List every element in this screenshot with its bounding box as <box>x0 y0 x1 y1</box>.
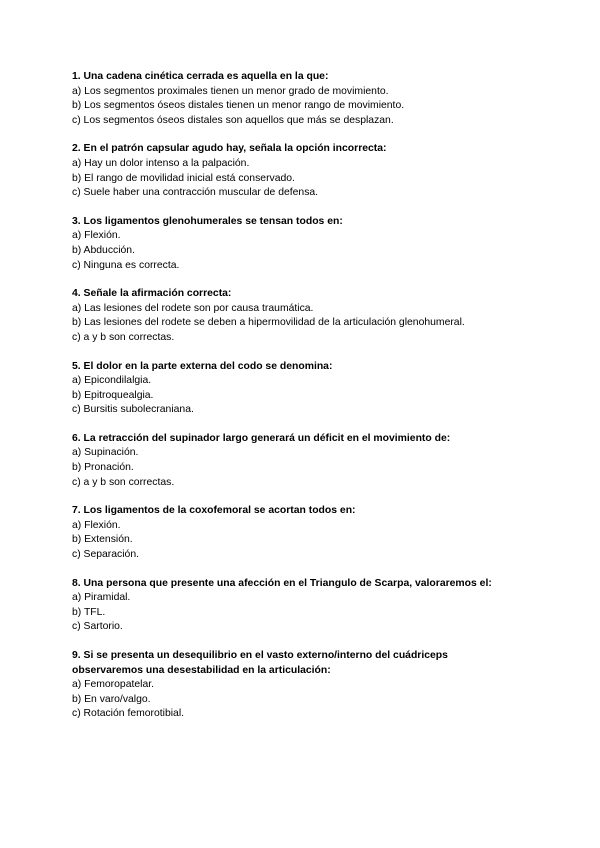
question-title: 4. Señale la afirmación correcta: <box>72 288 232 300</box>
option-c: c) Separación. <box>72 549 139 561</box>
option-b: b) En varo/valgo. <box>72 693 151 705</box>
option-b: b) Extensión. <box>72 534 133 546</box>
option-c: c) Rotación femorotibial. <box>72 708 185 720</box>
option-c: c) Suele haber una contracción muscular de defensa. <box>72 187 319 199</box>
question-title-line-2: observaremos una desestabilidad en la articulación: <box>72 664 331 676</box>
question-2 <box>72 142 542 200</box>
option-a: a) Las lesiones del rodete son por causa traumática. <box>72 302 314 314</box>
option-a: a) Femoropatelar. <box>72 679 155 691</box>
option-b: b) Pronación. <box>72 462 134 474</box>
option-a: a) Supinación. <box>72 447 139 459</box>
question-title: 2. En el patrón capsular agudo hay, señala la opción incorrecta: <box>72 143 387 155</box>
option-b: b) Los segmentos óseos distales tienen un menor rango de movimiento. <box>72 100 405 112</box>
option-a: a) Los segmentos proximales tienen un menor grado de movimiento. <box>72 85 389 97</box>
question-9 <box>72 649 542 722</box>
option-b: b) Epitroquealgia. <box>72 389 154 401</box>
question-title: 8. Una persona que presente una afección en el Triangulo de Scarpa, valoraremos el: <box>72 577 492 589</box>
question-7 <box>72 504 542 562</box>
question-8 <box>72 577 542 635</box>
option-a: a) Hay un dolor intenso a la palpación. <box>72 157 250 169</box>
question-title: 5. El dolor en la parte externa del codo se denomina: <box>72 360 333 372</box>
option-b: b) Abducción. <box>72 244 135 256</box>
question-title: 7. Los ligamentos de la coxofemoral se acortan todos en: <box>72 505 356 517</box>
question-title: 1. Una cadena cinética cerrada es aquella en la que: <box>72 71 329 82</box>
question-title: 3. Los ligamentos glenohumerales se tensan todos en: <box>72 215 343 227</box>
option-b: b) El rango de movilidad inicial está conservado. <box>72 172 295 184</box>
question-title: 6. La retracción del supinador largo generará un déficit en el movimiento de: <box>72 432 451 444</box>
question-4 <box>72 287 542 345</box>
option-a: a) Piramidal. <box>72 592 131 604</box>
question-3 <box>72 215 542 273</box>
question-1 <box>72 70 542 128</box>
option-c: c) Bursitis subolecraniana. <box>72 404 194 416</box>
document-page <box>72 70 542 736</box>
question-5 <box>72 360 542 418</box>
option-a: a) Epicondilalgia. <box>72 375 152 387</box>
option-c: c) Sartorio. <box>72 621 123 633</box>
question-6 <box>72 432 542 490</box>
option-c: c) Los segmentos óseos distales son aquellos que más se desplazan. <box>72 114 394 126</box>
option-c: c) a y b son correctas. <box>72 331 175 343</box>
option-b: b) Las lesiones del rodete se deben a hipermovilidad de la articulación glenohumeral. <box>72 317 465 329</box>
question-title-line-1: 9. Si se presenta un desequilibrio en el vasto externo/interno del cuádriceps <box>72 650 448 661</box>
option-a: a) Flexión. <box>72 519 121 531</box>
option-c: c) a y b son correctas. <box>72 476 175 488</box>
option-a: a) Flexión. <box>72 230 121 242</box>
option-b: b) TFL. <box>72 606 106 618</box>
option-c: c) Ninguna es correcta. <box>72 259 180 271</box>
